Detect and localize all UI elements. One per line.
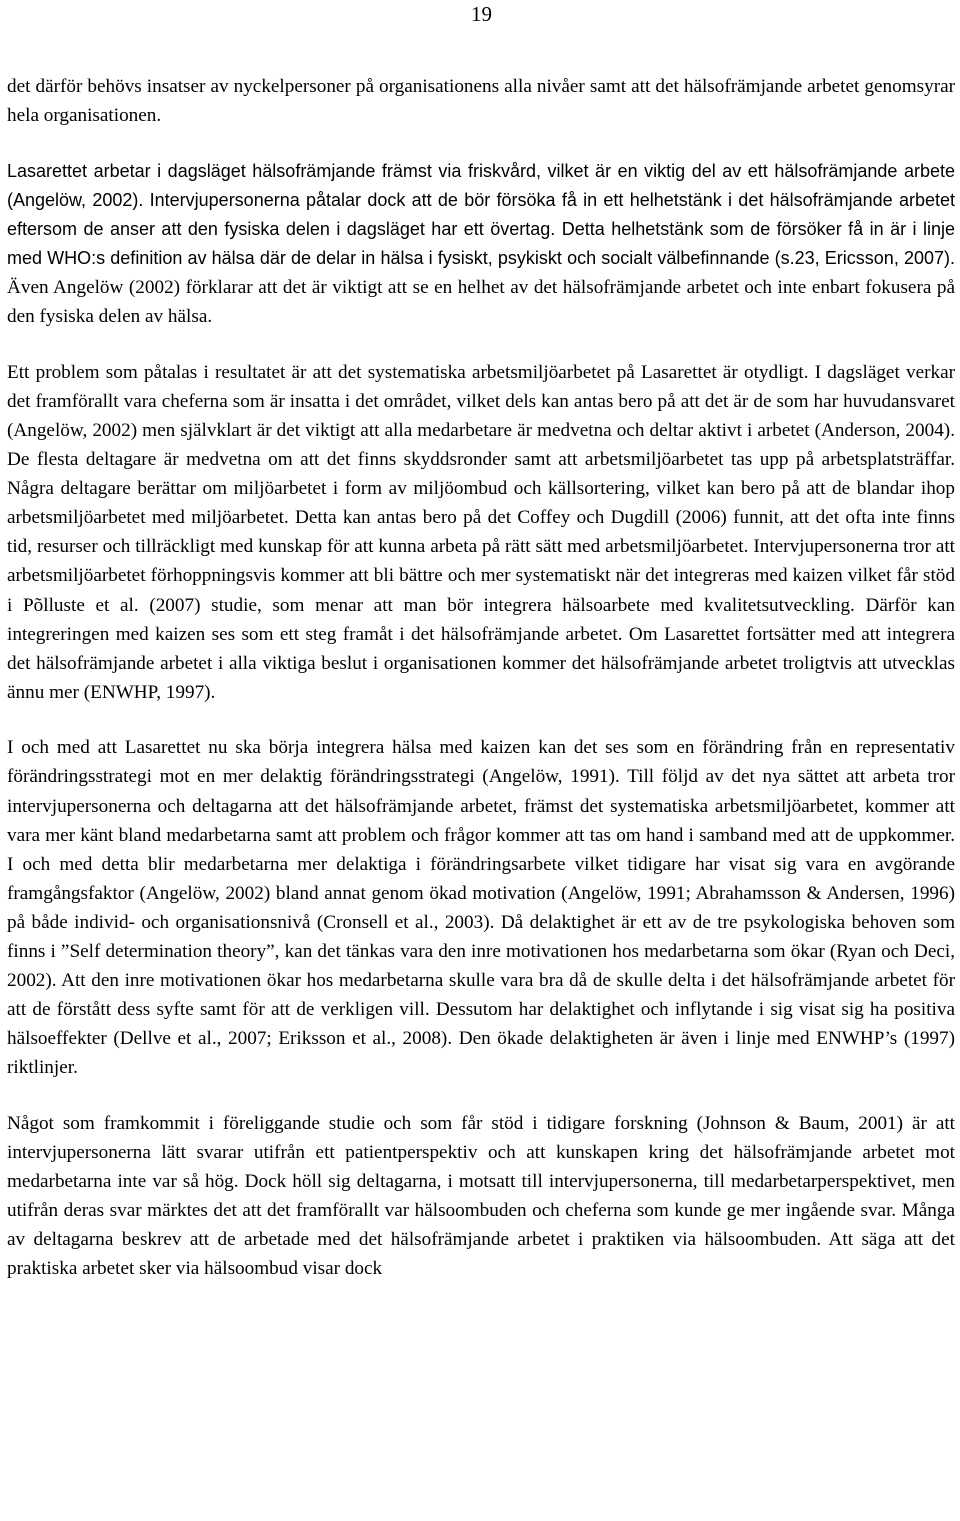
paragraph-2: [7, 157, 955, 332]
paragraph-5: Något som framkommit i föreliggande studie och som får stöd i tidigare forskning (Johnson & Baum, 2001) är att intervjupersonerna lätt svarar utifrån ett patientperspektiv och att kunskapen kring det hälsofrämjande arbetet mot medarbetarna inte var så hög. Dock höll sig deltagarna, i motsatt till intervjupersonerna, till medarbetarperspektivet, men utifrån deras svar märktes det att det framförallt var hälsoombuden och cheferna som kunde ge mer ingående svar. Många av deltagarna beskrev att de arbetade med det hälsofrämjande arbetet i praktiken via hälsoombuden. Att säga att det praktiska arbetet sker via hälsoombud visar dock: [7, 1113, 955, 1280]
body-text: [7, 72, 955, 1310]
paragraph-1: det därför behövs insatser av nyckelpersoner på organisationens alla nivåer samt att det hälsofrämjande arbetet genomsyrar hela organisationen.: [7, 76, 955, 127]
page-number: 19: [471, 2, 492, 26]
paragraph-3: Ett problem som påtalas i resultatet är att det systematiska arbetsmiljöarbetet på Lasarettet är otydligt. I dagsläget verkar det framförallt vara cheferna som är insatta i det området, vilket dels kan antas bero på att det är de som har huvudansvaret (Angelöw, 2002) men självklart är det viktigt att alla medarbetare är medvetna och deltar aktivt i arbetet (Anderson, 2004). De flesta deltagare är medvetna om att det finns skyddsronder samt att arbetsmiljöarbetet tas upp på arbetsplatsträffar. Några deltagare berättar om miljöarbetet i form av miljöombud och källsortering, vilket kan bero på att de blandar ihop arbetsmiljöarbetet med miljöarbetet. Detta kan antas bero på det Coffey och Dugdill (2006) funnit, att det ofta inte finns tid, resurser och tillräckligt med kunskap för att kunna arbeta på rätt sätt med arbetsmiljöarbetet. Intervjupersonerna tror att arbetsmiljöarbetet förhoppningsvis kommer att bli bättre och mer systematiskt när det integreras med kaizen vilket får stöd i Põlluste et al. (2007) studie, som menar att man bör integrera hälsoarbete med kvalitetsutveckling. Därför kan integreringen med kaizen ses som ett steg framåt i det hälsofrämjande arbetet. Om Lasarettet fortsätter med att integrera det hälsofrämjande arbetet i alla viktiga beslut i organisationen kommer det hälsofrämjande arbetet troligtvis att utvecklas ännu mer (ENWHP, 1997).: [7, 361, 955, 703]
paragraph-2-text: Lasarettet arbetar i dagsläget hälsofrämjande främst via friskvård, vilket är en viktig del av ett hälsofrämjande arbete (Angelöw, 2002). Intervjupersonerna påtalar dock att de bör försöka få in ett helhetstänk i det hälsofrämjande arbetet eftersom de anser att den fysiska delen i dagsläget har ett övertag. Detta helhetstänk som de försöker få in är i linje med WHO:s definition av hälsa där de delar in hälsa i fysiskt, psykiskt och socialt välbefinnande (s.23, Ericsson, 2007).: [7, 160, 955, 268]
paragraph-4: I och med att Lasarettet nu ska börja integrera hälsa med kaizen kan det ses som en förändring från en representativ förändringsstrategi mot en mer delaktig förändringsstrategi (Angelöw, 1991). Till följd av det nya sättet att arbeta tror intervjupersonerna och deltagarna att det hälsofrämjande arbetet, främst det systematiska arbetsmiljöarbetet, kommer att vara mer känt bland medarbetarna samt att problem och frågor kommer att tas om hand i samband med att de uppkommer. I och med detta blir medarbetarna mer delaktiga i förändringsarbete vilket tidigare har visat sig vara en avgörande framgångsfaktor (Angelöw, 2002) bland annat genom ökad motivation (Angelöw, 1991; Abrahamsson & Andersen, 1996) på både individ- och organisationsnivå (Cronsell et al., 2003). Då delaktighet är ett av de tre psykologiska behoven som finns i ”Self determination theory”, kan det tänkas vara den inre motivationen hos medarbetarna som ökar (Ryan och Deci, 2002). Att den inre motivationen ökar hos medarbetarna skulle vara bra då de skulle delta i det hälsofrämjande arbetet för att de förstått dess syfte samt för att de verkligen vill. Dessutom har delaktighet och inflytande i sig visat sig ha positiva hälsoeffekter (Dellve et al., 2007; Eriksson et al., 2008). Den ökade delaktigheten är även i linje med ENWHP’s (1997) riktlinjer.: [7, 737, 955, 1079]
paragraph-2-text-continued: Även Angelöw (2002) förklarar att det är viktigt att se en helhet av det hälsofrämjande arbetet och inte enbart fokusera på den fysiska delen av hälsa.: [7, 277, 955, 328]
